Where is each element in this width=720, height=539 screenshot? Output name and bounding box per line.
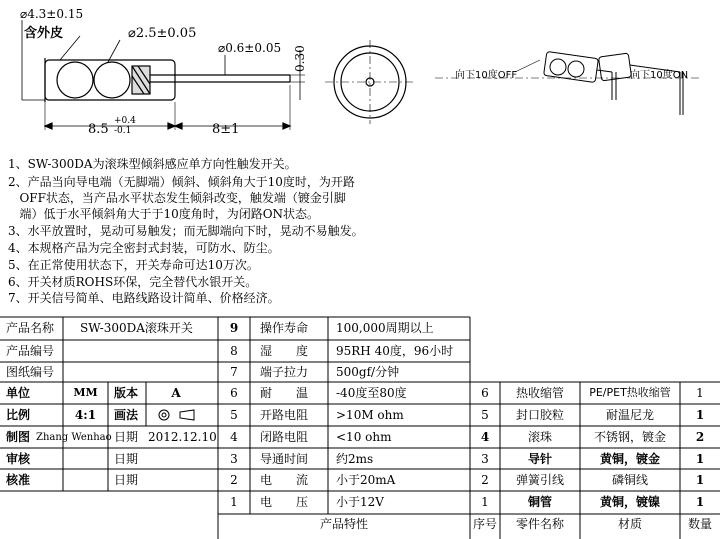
- note-line: 2、产品当向导电端（无脚端）倾斜、倾斜角大于10度时，为开路: [8, 175, 355, 189]
- seq-header: 序号: [472, 517, 497, 531]
- review-date-label: 日期: [114, 452, 139, 466]
- part-name: 导针: [527, 452, 552, 466]
- dim-outer-diameter: ⌀4.3±0.15: [20, 7, 84, 21]
- part-qty: 2: [695, 430, 705, 444]
- product-no-label: 产品编号: [6, 344, 55, 358]
- part-material: PE/PET热收缩管: [589, 386, 671, 399]
- note-line: 6、开关材质ROHS环保，完全替代水银开关。: [8, 275, 258, 289]
- spec-name: 耐 温: [260, 386, 309, 400]
- method-label: 画法: [114, 408, 139, 422]
- dim-body-tol-minus: -0.1: [114, 126, 132, 136]
- part-name: 封口胶粒: [515, 408, 564, 422]
- label-off-state: 向下10度OFF: [455, 70, 518, 81]
- part-qty: 1: [695, 408, 705, 422]
- note-line: 7、开关信号简单、电路线路设计简单、价格经济。: [8, 291, 280, 305]
- part-qty: 1: [695, 452, 705, 466]
- material-header: 材质: [617, 517, 642, 531]
- spec-value: 约2ms: [336, 452, 374, 466]
- spec-value: 95RH 40度，96小时: [336, 344, 454, 358]
- date-value: 2012.12.10: [148, 430, 217, 444]
- part-no: 6: [481, 386, 489, 400]
- dim-ball-diameter: ⌀2.5±0.05: [128, 26, 197, 41]
- spec-no: 2: [230, 473, 238, 487]
- label-sheath: 含外皮: [24, 26, 64, 41]
- label-on-state: 向下10度ON: [630, 70, 689, 81]
- part-material: 耐温尼龙: [605, 408, 654, 422]
- spec-no: 9: [229, 321, 239, 335]
- date-label: 日期: [114, 430, 139, 444]
- spec-header: 产品特性: [319, 517, 368, 531]
- spec-no: 3: [230, 452, 238, 466]
- spec-name: 闭路电阻: [260, 430, 309, 444]
- part-name: 滚珠: [527, 430, 552, 444]
- note-line: 4、本规格产品为完全密封式封装，可防水、防尘。: [8, 241, 280, 255]
- spec-value: >10M ohm: [336, 408, 404, 422]
- approve-label: 核准: [6, 473, 31, 487]
- note-line: 5、在正常使用状态下，开关寿命可达10万次。: [8, 258, 259, 272]
- dim-lead-length: 8±1: [212, 122, 240, 137]
- spec-no: 6: [230, 386, 238, 400]
- part-qty: 1: [695, 495, 705, 509]
- dim-body-length: 8.5: [88, 122, 109, 137]
- version-label: 版本: [114, 386, 139, 400]
- part-no: 1: [481, 495, 489, 509]
- part-no: 4: [480, 430, 490, 444]
- part-no: 5: [481, 408, 489, 422]
- product-name-label: 产品名称: [6, 321, 55, 335]
- spec-value: 小于12V: [336, 495, 384, 509]
- part-qty: 1: [696, 386, 704, 400]
- spec-no: 5: [230, 408, 238, 422]
- spec-name: 电 流: [260, 473, 309, 487]
- drawn-by-value: Zhang Wenhao: [36, 432, 112, 443]
- part-name: 铜管: [527, 495, 552, 509]
- spec-value: 100,000周期以上: [336, 321, 434, 335]
- approve-date-label: 日期: [114, 473, 139, 487]
- qty-header: 数量: [687, 517, 712, 531]
- spec-name: 湿 度: [260, 344, 309, 358]
- spec-name: 电 压: [260, 495, 309, 509]
- dim-lead-offset: 0.30: [293, 45, 307, 72]
- part-name: 弹簧引线: [515, 473, 564, 487]
- part-qty: 1: [695, 473, 705, 487]
- spec-name: 开路电阻: [260, 408, 309, 422]
- part-no: 2: [481, 473, 489, 487]
- projection-symbol-icon: [156, 408, 200, 422]
- part-name-header: 零件名称: [515, 517, 564, 531]
- drawing-no-label: 图纸编号: [6, 365, 55, 379]
- unit-label: 单位: [6, 386, 31, 400]
- spec-value: 500gf/分钟: [336, 365, 400, 379]
- spec-no: 1: [230, 495, 238, 509]
- scale-value: 4:1: [74, 408, 97, 422]
- note-line: 3、水平放置时，晃动可易触发；而无脚端向下时，晃动不易触发。: [8, 224, 364, 238]
- part-material: 黄铜，镀镍: [599, 495, 660, 509]
- spec-name: 操作寿命: [260, 321, 309, 335]
- part-material: 不锈钢，镀金: [593, 430, 666, 444]
- spec-name: 端子拉力: [260, 365, 309, 379]
- product-name-value: SW-300DA滚珠开关: [80, 321, 193, 335]
- unit-value: MM: [73, 386, 98, 399]
- part-material: 黄铜，镀金: [599, 452, 660, 466]
- spec-no: 7: [230, 365, 238, 379]
- dim-lead-diameter: ⌀0.6±0.05: [218, 41, 282, 55]
- note-line: 端）低于水平倾斜角大于于10度角时，为闭路ON状态。: [8, 207, 320, 221]
- dim-body-tol-plus: +0.4: [114, 116, 136, 126]
- spec-no: 8: [230, 344, 238, 358]
- part-material: 磷铜线: [611, 473, 648, 487]
- scale-label: 比例: [6, 408, 31, 422]
- spec-value: -40度至80度: [336, 386, 407, 400]
- spec-name: 导通时间: [260, 452, 309, 466]
- drawn-label: 制图: [6, 430, 31, 444]
- spec-value: <10 ohm: [336, 430, 392, 444]
- version-value: A: [171, 386, 181, 400]
- review-label: 审核: [6, 452, 31, 466]
- part-no: 3: [481, 452, 489, 466]
- note-line: OFF状态，当产品水平状态发生倾斜改变，触发端（镀金引脚: [8, 191, 346, 205]
- spec-no: 4: [230, 430, 238, 444]
- spec-value: 小于20mA: [336, 473, 396, 487]
- part-name: 热收缩管: [515, 386, 564, 400]
- note-line: 1、SW-300DA为滚珠型倾斜感应单方向性触发开关。: [8, 157, 297, 171]
